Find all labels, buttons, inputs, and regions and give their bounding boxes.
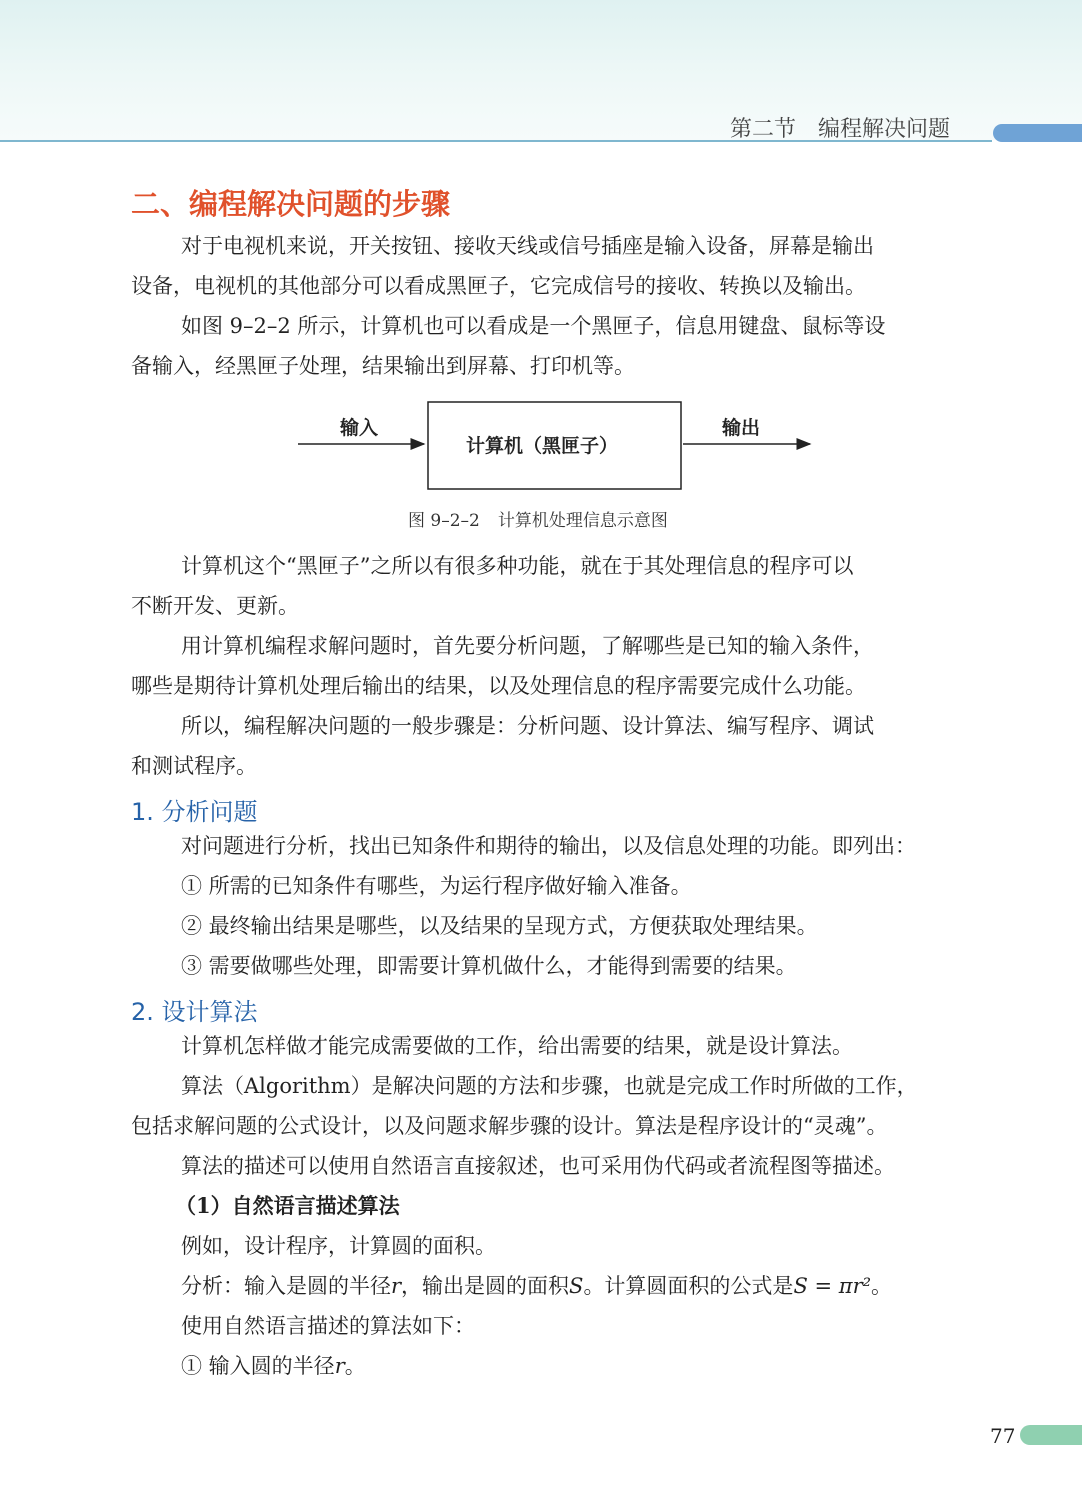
list-item: ② 最终输出结果是哪些，以及结果的呈现方式，方便获取处理结果。 [181,914,818,938]
analysis-text: 。计算圆面积的公式是 [583,1274,794,1298]
subsection-intro: 对问题进行分析，找出已知条件和期待的输出，以及信息处理的功能。即列出： [181,834,916,858]
running-head-section-number: 第二节 [730,117,797,142]
example-line: 例如，设计程序，计算圆的面积。 [181,1234,496,1258]
page-number: 77 [990,1424,1016,1448]
paragraph-line: 所以，编程解决问题的一般步骤是：分析问题、设计算法、编写程序、调试 [181,714,874,738]
paragraph-line: 算法的描述可以使用自然语言直接叙述，也可采用伪代码或者流程图等描述。 [181,1154,895,1178]
page-tab [1020,1425,1082,1445]
subsubsection-heading: （1）自然语言描述算法 [175,1193,400,1218]
paragraph-line: 设备，电视机的其他部分可以看成黑匣子，它完成信号的接收、转换以及输出。 [131,274,866,298]
paragraph-line: 不断开发、更新。 [131,594,299,618]
analysis-text: 。 [871,1274,893,1298]
paragraph-line: 计算机这个“黑匣子”之所以有很多种功能，就在于其处理信息的程序可以 [181,554,854,578]
analysis-text: 分析：输入是圆的半径 [181,1274,391,1298]
list-item: ① 所需的已知条件有哪些，为运行程序做好输入准备。 [181,874,692,898]
step-text: 。 [344,1354,366,1378]
algorithm-step [181,1346,366,1386]
running-head-section-title: 编程解决问题 [818,117,951,142]
paragraph-line: 备输入，经黑匣子处理，结果输出到屏幕、打印机等。 [131,354,635,378]
paragraph-line: 哪些是期待计算机处理后输出的结果，以及处理信息的程序需要完成什么功能。 [131,674,866,698]
paragraph-line: 包括求解问题的公式设计，以及问题求解步骤的设计。算法是程序设计的“灵魂”。 [131,1114,888,1138]
output-label: 输出 [722,417,761,439]
black-box-diagram [296,400,816,495]
algorithm-intro: 使用自然语言描述的算法如下： [181,1314,475,1338]
computer-box-label: 计算机（黑匣子） [466,435,619,457]
subsection-heading-analyze: 1. 分析问题 [131,798,258,826]
running-head [730,112,950,143]
variable-r: r [334,1354,345,1378]
input-label: 输入 [340,417,379,439]
analysis-line [181,1266,892,1306]
step-text: ① 输入圆的半径 [181,1354,335,1378]
subsection-heading-design: 2. 设计算法 [131,998,258,1026]
figure-caption-text: 计算机处理信息示意图 [497,511,668,531]
paragraph-line: 和测试程序。 [131,754,257,778]
paragraph-line: 计算机怎样做才能完成需要做的工作，给出需要的结果，就是设计算法。 [181,1034,853,1058]
figure-number: 图 9–2–2 [408,511,480,531]
header-tab [993,124,1082,142]
area-formula: S = πr² [793,1274,872,1298]
figure-caption [408,506,668,531]
paragraph-line: 算法（Algorithm）是解决问题的方法和步骤，也就是完成工作时所做的工作， [181,1074,918,1098]
section-title: 二、编程解决问题的步骤 [131,187,451,221]
paragraph-line: 如图 9–2–2 所示，计算机也可以看成是一个黑匣子，信息用键盘、鼠标等设 [181,314,886,338]
analysis-text: ，输出是圆的面积 [401,1274,570,1298]
paragraph-line: 用计算机编程求解问题时，首先要分析问题，了解哪些是已知的输入条件， [181,634,874,658]
list-item: ③ 需要做哪些处理，即需要计算机做什么，才能得到需要的结果。 [181,954,797,978]
variable-r: r [391,1274,402,1298]
variable-s: S [569,1274,584,1298]
paragraph-line: 对于电视机来说，开关按钮、接收天线或信号插座是输入设备，屏幕是输出 [181,234,874,258]
